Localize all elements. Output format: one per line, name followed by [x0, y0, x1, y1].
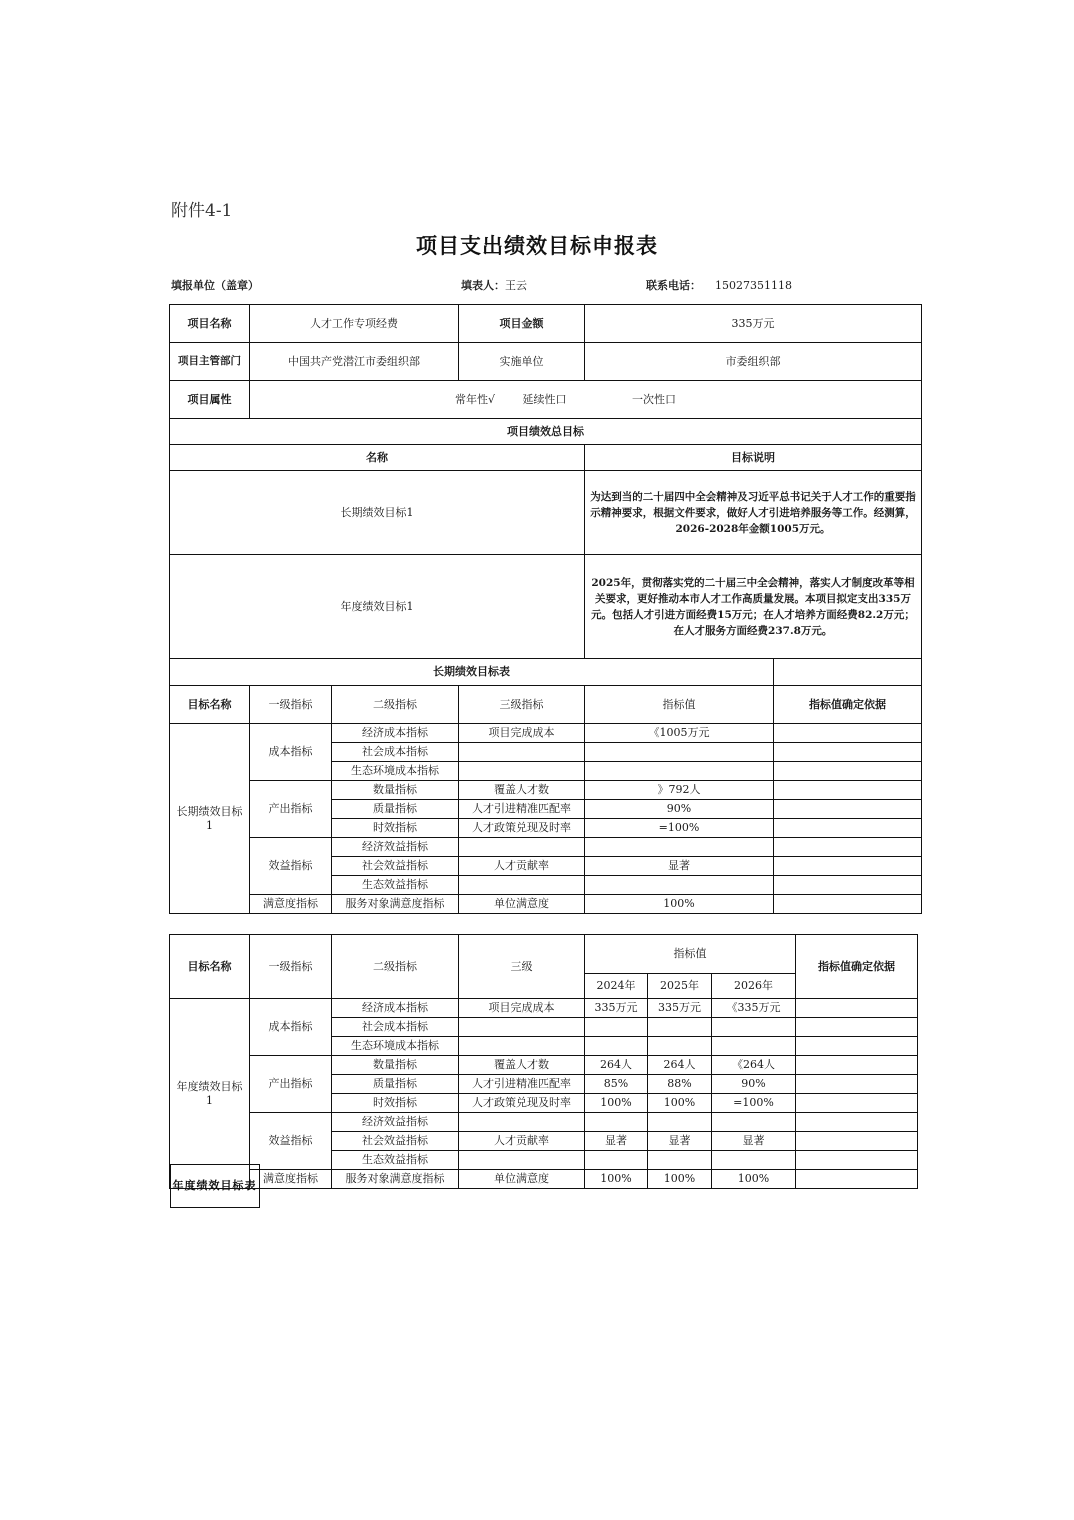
indicator-value-1: 100%	[648, 1094, 712, 1113]
level3-indicator	[459, 1018, 585, 1037]
level1-indicator: 产出指标	[250, 1056, 332, 1113]
indicator-row	[170, 838, 922, 857]
level3-indicator	[459, 1037, 585, 1056]
level3-indicator: 项目完成成本	[459, 724, 585, 743]
level2-indicator: 服务对象满意度指标	[332, 895, 459, 914]
annual-goal-name: 年度绩效目标1	[170, 555, 585, 659]
project-amount-label: 项目金额	[459, 305, 585, 343]
long-term-goal-desc: 为达到当的二十届四中全会精神及习近平总书记关于人才工作的重要指示精神要求，根据文件要求，做好人才引进培养服务等工作。经测算，2026-2028年金额1005万元。	[585, 471, 922, 555]
attr-option-onetime: 一次性口	[632, 392, 676, 406]
indicator-value-1: 88%	[648, 1075, 712, 1094]
level3-indicator: 覆盖人才数	[459, 781, 585, 800]
overall-title-row	[170, 419, 922, 445]
indicator-value-2: 100%	[712, 1170, 796, 1189]
indicator-value-0: 85%	[585, 1075, 648, 1094]
an-header-value: 指标值	[585, 935, 796, 974]
project-amount-value: 335万元	[585, 305, 922, 343]
annual-title-row	[170, 1164, 1074, 1208]
indicator-basis	[796, 1094, 918, 1113]
indicator-basis	[796, 1132, 918, 1151]
long-term-goal-row	[170, 471, 922, 555]
level2-indicator: 生态环境成本指标	[332, 762, 459, 781]
indicator-value: 90%	[585, 800, 774, 819]
level2-indicator: 质量指标	[332, 800, 459, 819]
indicator-value-2	[712, 1037, 796, 1056]
indicator-basis	[774, 895, 922, 914]
indicator-value-1: 264人	[648, 1056, 712, 1075]
indicator-basis	[796, 1037, 918, 1056]
indicator-value-0: 100%	[585, 1170, 648, 1189]
page-title: 项目支出绩效目标申报表	[416, 233, 658, 258]
level3-indicator	[459, 743, 585, 762]
level3-indicator: 项目完成成本	[459, 999, 585, 1018]
level2-indicator: 生态效益指标	[332, 1151, 459, 1170]
annual-table	[169, 934, 918, 1193]
overall-section-title: 项目绩效总目标	[170, 419, 922, 445]
level3-indicator: 人才政策兑现及时率	[459, 819, 585, 838]
indicator-value-2: 《335万元	[712, 999, 796, 1018]
level1-indicator: 满意度指标	[250, 1170, 332, 1189]
level3-indicator	[459, 838, 585, 857]
level3-indicator	[459, 1113, 585, 1132]
indicator-basis	[796, 1018, 918, 1037]
long-term-title-blank	[774, 659, 922, 686]
indicator-basis	[774, 762, 922, 781]
indicator-value-1: 335万元	[648, 999, 712, 1018]
level3-indicator: 人才贡献率	[459, 857, 585, 876]
level1-indicator: 成本指标	[250, 724, 332, 781]
level2-indicator: 时效指标	[332, 819, 459, 838]
level2-indicator: 数量指标	[332, 1056, 459, 1075]
filler-name: 王云	[505, 279, 527, 292]
project-attr-row	[170, 381, 922, 419]
an-header-level1: 一级指标	[250, 935, 332, 999]
indicator-basis	[796, 1113, 918, 1132]
filler-info	[461, 277, 527, 293]
indicator-basis	[774, 838, 922, 857]
level2-indicator: 社会效益指标	[332, 1132, 459, 1151]
level2-indicator: 社会效益指标	[332, 857, 459, 876]
project-attr-options	[250, 381, 922, 419]
long-term-section-title: 长期绩效目标表	[170, 659, 774, 686]
indicator-basis	[774, 819, 922, 838]
indicator-value: =100%	[585, 819, 774, 838]
project-name-row	[170, 305, 922, 343]
level2-indicator: 经济成本指标	[332, 999, 459, 1018]
level3-indicator: 单位满意度	[459, 1170, 585, 1189]
indicator-value-0	[585, 1037, 648, 1056]
indicator-basis	[796, 1075, 918, 1094]
indicator-value-0	[585, 1018, 648, 1037]
level2-indicator: 经济效益指标	[332, 838, 459, 857]
long-term-goal-name: 长期绩效目标1	[170, 471, 585, 555]
an-header-basis: 指标值确定依据	[796, 935, 918, 999]
indicator-value-1	[648, 1113, 712, 1132]
project-info-table	[169, 304, 922, 914]
project-dept-row	[170, 343, 922, 381]
target-name-cell: 长期绩效目标1	[170, 724, 250, 914]
indicator-basis	[774, 800, 922, 819]
long-term-title-row	[170, 659, 922, 686]
level2-indicator: 社会成本指标	[332, 1018, 459, 1037]
indicator-value-2: 显著	[712, 1132, 796, 1151]
phone-number: 15027351118	[715, 279, 792, 292]
lt-header-level3: 三级指标	[459, 686, 585, 724]
lt-header-level1: 一级指标	[250, 686, 332, 724]
indicator-row	[170, 724, 922, 743]
indicator-value-1: 显著	[648, 1132, 712, 1151]
indicator-value	[585, 743, 774, 762]
indicator-value-0: 显著	[585, 1132, 648, 1151]
indicator-value: 》792人	[585, 781, 774, 800]
filler-label: 填表人：	[461, 279, 505, 292]
target-name-cell: 年度绩效目标1	[170, 999, 250, 1189]
annual-goal-desc: 2025年，贯彻落实党的二十届三中全会精神，落实人才制度改革等相关要求，更好推动本市人才工作高质量发展。本项目拟定支出335万元。包括人才引进方面经费15万元；在人才培养方面经费82.2万元；在人才服务方面经费237.8万元。	[585, 555, 922, 659]
indicator-value	[585, 838, 774, 857]
lt-header-value: 指标值	[585, 686, 774, 724]
indicator-value-2	[712, 1018, 796, 1037]
indicator-value: 100%	[585, 895, 774, 914]
level3-indicator: 人才引进精准匹配率	[459, 800, 585, 819]
project-dept-value: 中国共产党潜江市委组织部	[250, 343, 459, 381]
indicator-value-0	[585, 1113, 648, 1132]
attachment-label: 附件4-1	[171, 201, 233, 221]
level2-indicator: 数量指标	[332, 781, 459, 800]
indicator-basis	[774, 743, 922, 762]
indicator-row	[170, 1113, 918, 1132]
level1-indicator: 产出指标	[250, 781, 332, 838]
level3-indicator: 人才引进精准匹配率	[459, 1075, 585, 1094]
indicator-basis	[774, 724, 922, 743]
level3-indicator: 人才政策兑现及时率	[459, 1094, 585, 1113]
indicator-basis	[774, 781, 922, 800]
phone-info	[646, 277, 792, 293]
attr-option-continuing: 延续性口	[522, 392, 567, 406]
indicator-value-2	[712, 1113, 796, 1132]
overall-col-name: 名称	[170, 445, 585, 471]
level3-indicator: 人才贡献率	[459, 1132, 585, 1151]
level1-indicator: 效益指标	[250, 1113, 332, 1170]
indicator-value: 显著	[585, 857, 774, 876]
indicator-row	[170, 781, 922, 800]
project-attr-label: 项目属性	[170, 381, 250, 419]
indicator-value-0: 335万元	[585, 999, 648, 1018]
project-name-label: 项目名称	[170, 305, 250, 343]
level2-indicator: 生态效益指标	[332, 876, 459, 895]
level2-indicator: 经济成本指标	[332, 724, 459, 743]
level2-indicator: 生态环境成本指标	[332, 1037, 459, 1056]
indicator-basis	[774, 857, 922, 876]
phone-label: 联系电话：	[646, 279, 701, 292]
level3-indicator: 单位满意度	[459, 895, 585, 914]
indicator-value-0: 100%	[585, 1094, 648, 1113]
indicator-value-2: =100%	[712, 1094, 796, 1113]
indicator-value: 《1005万元	[585, 724, 774, 743]
annual-header-row	[170, 935, 918, 974]
indicator-value-2: 90%	[712, 1075, 796, 1094]
indicator-basis	[796, 999, 918, 1018]
level3-indicator	[459, 762, 585, 781]
annual-body	[170, 999, 918, 1189]
an-year-2025: 2025年	[648, 974, 712, 999]
indicator-value	[585, 762, 774, 781]
indicator-row	[170, 895, 922, 914]
lt-header-level2: 二级指标	[332, 686, 459, 724]
project-name-value: 人才工作专项经费	[250, 305, 459, 343]
attr-option-recurring: 常年性√	[454, 392, 495, 406]
level2-indicator: 时效指标	[332, 1094, 459, 1113]
indicator-value-2: 《264人	[712, 1056, 796, 1075]
long-term-body	[170, 724, 922, 914]
indicator-value	[585, 876, 774, 895]
annual-section-title: 年度绩效目标表	[170, 1165, 259, 1208]
long-term-header-row	[170, 686, 922, 724]
indicator-row	[170, 999, 918, 1018]
level3-indicator: 覆盖人才数	[459, 1056, 585, 1075]
an-year-2024: 2024年	[585, 974, 648, 999]
annual-goal-row	[170, 555, 922, 659]
indicator-basis	[796, 1056, 918, 1075]
level1-indicator: 成本指标	[250, 999, 332, 1056]
indicator-row	[170, 1056, 918, 1075]
overall-header-row	[170, 445, 922, 471]
overall-col-desc: 目标说明	[585, 445, 922, 471]
level2-indicator: 经济效益指标	[332, 1113, 459, 1132]
project-dept-label: 项目主管部门	[170, 343, 250, 381]
indicator-value-1	[648, 1037, 712, 1056]
level1-indicator: 满意度指标	[250, 895, 332, 914]
indicator-value-1: 100%	[648, 1170, 712, 1189]
impl-unit-value: 市委组织部	[585, 343, 922, 381]
an-header-level3: 三级	[459, 935, 585, 999]
level2-indicator: 社会成本指标	[332, 743, 459, 762]
indicator-value-0: 264人	[585, 1056, 648, 1075]
level2-indicator: 质量指标	[332, 1075, 459, 1094]
level3-indicator	[459, 876, 585, 895]
an-header-target: 目标名称	[170, 935, 250, 999]
an-year-2026: 2026年	[712, 974, 796, 999]
level2-indicator: 服务对象满意度指标	[332, 1170, 459, 1189]
lt-header-target: 目标名称	[170, 686, 250, 724]
filing-unit-label: 填报单位（盖章）	[171, 279, 259, 292]
impl-unit-label: 实施单位	[459, 343, 585, 381]
level1-indicator: 效益指标	[250, 838, 332, 895]
lt-header-basis: 指标值确定依据	[774, 686, 922, 724]
an-header-level2: 二级指标	[332, 935, 459, 999]
indicator-basis	[774, 876, 922, 895]
indicator-value-1	[648, 1018, 712, 1037]
